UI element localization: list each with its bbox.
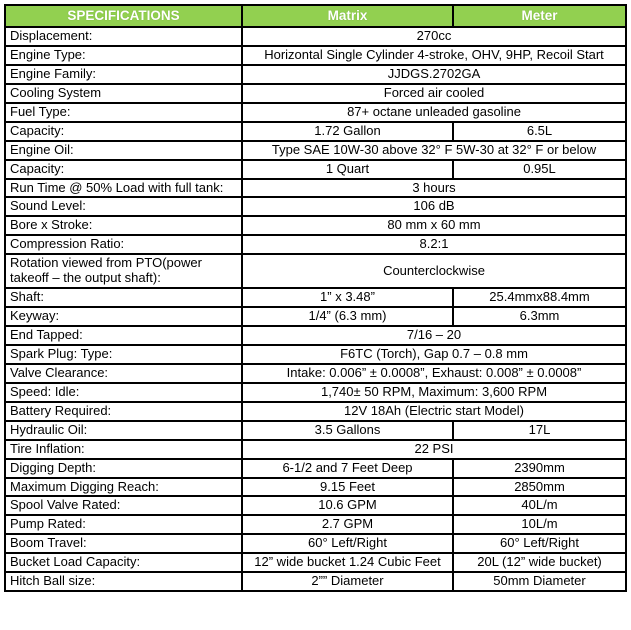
matrix-value-cell: 1/4” (6.3 mm) (242, 307, 453, 326)
matrix-value-cell: 2”” Diameter (242, 572, 453, 591)
combined-value-cell: Forced air cooled (242, 84, 626, 103)
spec-label-cell: Engine Type: (5, 46, 242, 65)
matrix-value-cell: 3.5 Gallons (242, 421, 453, 440)
spec-row (5, 421, 626, 440)
spec-label-cell: Capacity: (5, 160, 242, 179)
spec-row (5, 27, 626, 46)
spec-label-cell: Bucket Load Capacity: (5, 553, 242, 572)
combined-value-cell: Type SAE 10W-30 above 32° F 5W-30 at 32° F or below (242, 141, 626, 160)
meter-value-cell: 2390mm (453, 459, 626, 478)
spec-label-cell: Cooling System (5, 84, 242, 103)
combined-value-cell: Counterclockwise (242, 254, 626, 288)
combined-value-cell: Horizontal Single Cylinder 4-stroke, OHV, 9HP, Recoil Start (242, 46, 626, 65)
combined-value-cell: 12V 18Ah (Electric start Model) (242, 402, 626, 421)
meter-value-cell: 50mm Diameter (453, 572, 626, 591)
combined-value-cell: F6TC (Torch), Gap 0.7 – 0.8 mm (242, 345, 626, 364)
spec-label-cell: Battery Required: (5, 402, 242, 421)
combined-value-cell: 106 dB (242, 197, 626, 216)
combined-value-cell: JJDGS.2702GA (242, 65, 626, 84)
spec-label-cell: Hitch Ball size: (5, 572, 242, 591)
spec-label-cell: Keyway: (5, 307, 242, 326)
spec-row (5, 572, 626, 591)
matrix-value-cell: 1.72 Gallon (242, 122, 453, 141)
meter-value-cell: 60° Left/Right (453, 534, 626, 553)
spec-label-cell: Digging Depth: (5, 459, 242, 478)
spec-label-cell: Boom Travel: (5, 534, 242, 553)
meter-value-cell: 2850mm (453, 478, 626, 497)
spec-label-cell: Engine Oil: (5, 141, 242, 160)
spec-row (5, 288, 626, 307)
spec-row (5, 383, 626, 402)
spec-label-cell: Speed: Idle: (5, 383, 242, 402)
combined-value-cell: 80 mm x 60 mm (242, 216, 626, 235)
header-row (5, 5, 626, 27)
matrix-value-cell: 60° Left/Right (242, 534, 453, 553)
matrix-value-cell: 1 Quart (242, 160, 453, 179)
spec-row (5, 254, 626, 288)
spec-row (5, 440, 626, 459)
spec-row (5, 65, 626, 84)
spec-row (5, 402, 626, 421)
spec-row (5, 141, 626, 160)
combined-value-cell: 8.2:1 (242, 235, 626, 254)
spec-label-cell: Run Time @ 50% Load with full tank: (5, 179, 242, 198)
combined-value-cell: Intake: 0.006” ± 0.0008”, Exhaust: 0.008” ± 0.0008” (242, 364, 626, 383)
spec-label-cell: Bore x Stroke: (5, 216, 242, 235)
matrix-value-cell: 1” x 3.48” (242, 288, 453, 307)
combined-value-cell: 7/16 – 20 (242, 326, 626, 345)
meter-value-cell: 20L (12” wide bucket) (453, 553, 626, 572)
spec-row (5, 122, 626, 141)
spec-label-cell: Tire Inflation: (5, 440, 242, 459)
spec-row (5, 84, 626, 103)
combined-value-cell: 1,740± 50 RPM, Maximum: 3,600 RPM (242, 383, 626, 402)
spec-row (5, 534, 626, 553)
spec-label-cell: Maximum Digging Reach: (5, 478, 242, 497)
meter-value-cell: 17L (453, 421, 626, 440)
spec-row (5, 345, 626, 364)
spec-label-cell: Valve Clearance: (5, 364, 242, 383)
matrix-value-cell: 12” wide bucket 1.24 Cubic Feet (242, 553, 453, 572)
spec-row (5, 478, 626, 497)
spec-row (5, 459, 626, 478)
spec-label-cell: Pump Rated: (5, 515, 242, 534)
matrix-value-cell: 10.6 GPM (242, 496, 453, 515)
spec-label-cell: Compression Ratio: (5, 235, 242, 254)
meter-value-cell: 25.4mmx88.4mm (453, 288, 626, 307)
spec-row (5, 216, 626, 235)
specifications-table (4, 4, 627, 592)
spec-row (5, 553, 626, 572)
spec-label-cell: Hydraulic Oil: (5, 421, 242, 440)
spec-row (5, 179, 626, 198)
spec-row (5, 197, 626, 216)
spec-label-cell: Displacement: (5, 27, 242, 46)
spec-label-cell: Spark Plug: Type: (5, 345, 242, 364)
spec-row (5, 235, 626, 254)
spec-label-cell: Engine Family: (5, 65, 242, 84)
matrix-value-cell: 6-1/2 and 7 Feet Deep (242, 459, 453, 478)
matrix-value-cell: 2.7 GPM (242, 515, 453, 534)
spec-label-cell: Fuel Type: (5, 103, 242, 122)
spec-label-cell: Capacity: (5, 122, 242, 141)
spec-row (5, 103, 626, 122)
matrix-header-cell: Matrix (242, 5, 453, 27)
spec-label-cell: Shaft: (5, 288, 242, 307)
matrix-value-cell: 9.15 Feet (242, 478, 453, 497)
meter-value-cell: 6.3mm (453, 307, 626, 326)
spec-row (5, 307, 626, 326)
meter-header-cell: Meter (453, 5, 626, 27)
combined-value-cell: 270cc (242, 27, 626, 46)
meter-value-cell: 40L/m (453, 496, 626, 515)
meter-value-cell: 6.5L (453, 122, 626, 141)
combined-value-cell: 3 hours (242, 179, 626, 198)
spec-table-body (5, 27, 626, 591)
spec-row (5, 364, 626, 383)
specifications-header-cell: SPECIFICATIONS (5, 5, 242, 27)
spec-label-cell: Rotation viewed from PTO(power takeoff – the output shaft): (5, 254, 242, 288)
spec-row (5, 515, 626, 534)
meter-value-cell: 0.95L (453, 160, 626, 179)
spec-row (5, 326, 626, 345)
spec-row (5, 496, 626, 515)
meter-value-cell: 10L/m (453, 515, 626, 534)
combined-value-cell: 22 PSI (242, 440, 626, 459)
spec-row (5, 160, 626, 179)
combined-value-cell: 87+ octane unleaded gasoline (242, 103, 626, 122)
spec-label-cell: Sound Level: (5, 197, 242, 216)
spec-row (5, 46, 626, 65)
spec-label-cell: Spool Valve Rated: (5, 496, 242, 515)
spec-label-cell: End Tapped: (5, 326, 242, 345)
